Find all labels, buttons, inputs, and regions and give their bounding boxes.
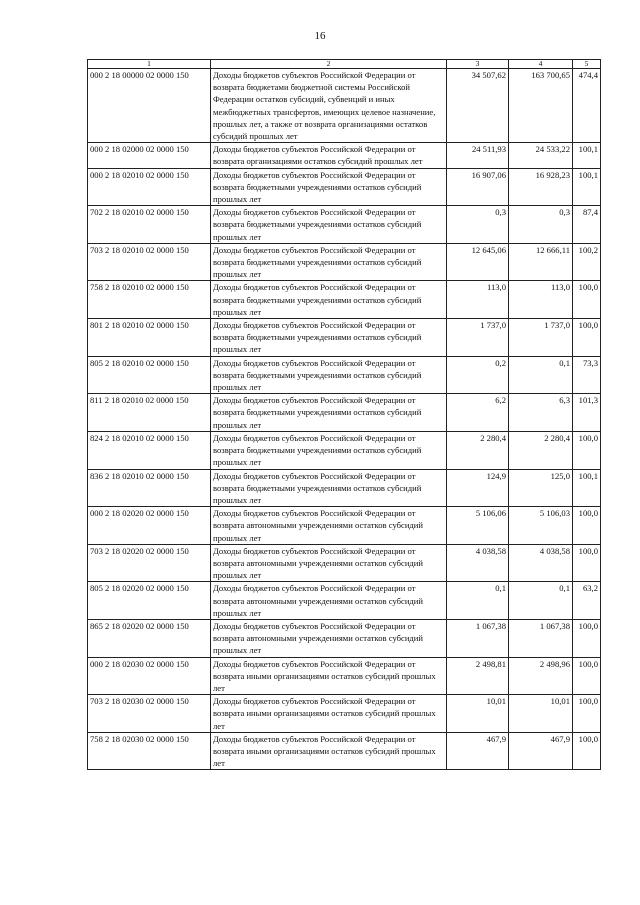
percent-column-5: 100,0 (573, 281, 601, 319)
percent-column-5: 100,0 (573, 544, 601, 582)
percent-column-5: 63,2 (573, 582, 601, 620)
table-row (88, 168, 601, 206)
column-number-5: 5 (573, 60, 601, 69)
value-column-4: 0,3 (509, 206, 573, 244)
revenue-description: Доходы бюджетов субъектов Российской Федерации от возврата бюджетными учреждениями остатков субсидий прошлых лет (211, 168, 447, 206)
budget-classification-code: 801 2 18 02010 02 0000 150 (88, 319, 211, 357)
percent-column-5: 100,2 (573, 243, 601, 281)
revenue-description: Доходы бюджетов субъектов Российской Федерации от возврата автономными учреждениями остатков субсидий прошлых лет (211, 582, 447, 620)
value-column-3: 10,01 (447, 695, 509, 733)
value-column-3: 0,1 (447, 582, 509, 620)
revenue-description: Доходы бюджетов субъектов Российской Федерации от возврата бюджетными учреждениями остатков субсидий прошлых лет (211, 356, 447, 394)
value-column-3: 24 511,93 (447, 143, 509, 168)
value-column-4: 113,0 (509, 281, 573, 319)
value-column-4: 12 666,11 (509, 243, 573, 281)
value-column-3: 1 067,38 (447, 619, 509, 657)
table-row (88, 243, 601, 281)
value-column-3: 467,9 (447, 732, 509, 770)
percent-column-5: 101,3 (573, 394, 601, 432)
budget-classification-code: 000 2 18 02030 02 0000 150 (88, 657, 211, 695)
column-number-1: 1 (88, 60, 211, 69)
revenue-description: Доходы бюджетов субъектов Российской Федерации от возврата иными организациями остатков субсидий прошлых лет (211, 657, 447, 695)
page-number: 16 (314, 30, 326, 42)
budget-classification-code: 000 2 18 02010 02 0000 150 (88, 168, 211, 206)
budget-classification-code: 703 2 18 02020 02 0000 150 (88, 544, 211, 582)
budget-classification-code: 703 2 18 02010 02 0000 150 (88, 243, 211, 281)
percent-column-5: 100,1 (573, 168, 601, 206)
revenue-description: Доходы бюджетов субъектов Российской Федерации от возврата иными организациями остатков субсидий прошлых лет (211, 695, 447, 733)
percent-column-5: 100,0 (573, 619, 601, 657)
value-column-4: 125,0 (509, 469, 573, 507)
value-column-3: 124,9 (447, 469, 509, 507)
revenue-description: Доходы бюджетов субъектов Российской Федерации от возврата бюджетными учреждениями остатков субсидий прошлых лет (211, 206, 447, 244)
percent-column-5: 100,1 (573, 469, 601, 507)
budget-revenue-table (87, 59, 601, 770)
column-number-3: 3 (447, 60, 509, 69)
column-number-4: 4 (509, 60, 573, 69)
revenue-description: Доходы бюджетов субъектов Российской Федерации от возврата автономными учреждениями остатков субсидий прошлых лет (211, 507, 447, 545)
revenue-description: Доходы бюджетов субъектов Российской Федерации от возврата бюджетными учреждениями остатков субсидий прошлых лет (211, 281, 447, 319)
value-column-4: 2 280,4 (509, 431, 573, 469)
table-row (88, 143, 601, 168)
table-row (88, 394, 601, 432)
value-column-3: 34 507,62 (447, 69, 509, 143)
table-row (88, 507, 601, 545)
percent-column-5: 100,0 (573, 507, 601, 545)
revenue-description: Доходы бюджетов субъектов Российской Федерации от возврата организациями остатков субсидий прошлых лет (211, 143, 447, 168)
table-row (88, 469, 601, 507)
value-column-3: 2 498,81 (447, 657, 509, 695)
revenue-description: Доходы бюджетов субъектов Российской Федерации от возврата автономными учреждениями остатков субсидий прошлых лет (211, 544, 447, 582)
revenue-description: Доходы бюджетов субъектов Российской Федерации от возврата автономными учреждениями остатков субсидий прошлых лет (211, 619, 447, 657)
table-row (88, 582, 601, 620)
budget-classification-code: 000 2 18 02000 02 0000 150 (88, 143, 211, 168)
percent-column-5: 87,4 (573, 206, 601, 244)
table-row (88, 69, 601, 143)
percent-column-5: 100,0 (573, 657, 601, 695)
value-column-4: 10,01 (509, 695, 573, 733)
table-row (88, 319, 601, 357)
budget-classification-code: 805 2 18 02010 02 0000 150 (88, 356, 211, 394)
budget-classification-code: 702 2 18 02010 02 0000 150 (88, 206, 211, 244)
value-column-3: 1 737,0 (447, 319, 509, 357)
percent-column-5: 100,0 (573, 732, 601, 770)
revenue-description: Доходы бюджетов субъектов Российской Федерации от возврата бюджетными учреждениями остатков субсидий прошлых лет (211, 243, 447, 281)
budget-classification-code: 703 2 18 02030 02 0000 150 (88, 695, 211, 733)
revenue-description: Доходы бюджетов субъектов Российской Федерации от возврата бюджетными учреждениями остатков субсидий прошлых лет (211, 394, 447, 432)
value-column-3: 0,2 (447, 356, 509, 394)
table-row (88, 356, 601, 394)
table-row (88, 544, 601, 582)
value-column-4: 163 700,65 (509, 69, 573, 143)
budget-classification-code: 824 2 18 02010 02 0000 150 (88, 431, 211, 469)
revenue-description: Доходы бюджетов субъектов Российской Федерации от возврата иными организациями остатков субсидий прошлых лет (211, 732, 447, 770)
budget-classification-code: 805 2 18 02020 02 0000 150 (88, 582, 211, 620)
percent-column-5: 474,4 (573, 69, 601, 143)
value-column-4: 16 928,23 (509, 168, 573, 206)
value-column-3: 113,0 (447, 281, 509, 319)
value-column-3: 5 106,06 (447, 507, 509, 545)
table-row (88, 431, 601, 469)
budget-classification-code: 000 2 18 02020 02 0000 150 (88, 507, 211, 545)
budget-classification-code: 811 2 18 02010 02 0000 150 (88, 394, 211, 432)
value-column-4: 24 533,22 (509, 143, 573, 168)
table-row (88, 657, 601, 695)
value-column-4: 1 067,38 (509, 619, 573, 657)
column-number-2: 2 (211, 60, 447, 69)
value-column-4: 4 038,58 (509, 544, 573, 582)
value-column-4: 2 498,96 (509, 657, 573, 695)
budget-classification-code: 758 2 18 02030 02 0000 150 (88, 732, 211, 770)
percent-column-5: 73,3 (573, 356, 601, 394)
table-header-row (88, 60, 601, 69)
value-column-3: 12 645,06 (447, 243, 509, 281)
revenue-description: Доходы бюджетов субъектов Российской Федерации от возврата бюджетами бюджетной системы Российской Федерации остатков субсидий, субвенций и иных межбюджетных трансфертов, имеющих целевое назначение, прошлых лет, а также от возврата организациями остатков субсидий прошлых лет (211, 69, 447, 143)
percent-column-5: 100,0 (573, 695, 601, 733)
table-row (88, 281, 601, 319)
value-column-4: 1 737,0 (509, 319, 573, 357)
value-column-3: 6,2 (447, 394, 509, 432)
table-row (88, 206, 601, 244)
value-column-3: 16 907,06 (447, 168, 509, 206)
value-column-4: 467,9 (509, 732, 573, 770)
table-row (88, 695, 601, 733)
percent-column-5: 100,1 (573, 143, 601, 168)
budget-classification-code: 000 2 18 00000 02 0000 150 (88, 69, 211, 143)
value-column-3: 2 280,4 (447, 431, 509, 469)
budget-classification-code: 836 2 18 02010 02 0000 150 (88, 469, 211, 507)
value-column-3: 4 038,58 (447, 544, 509, 582)
revenue-description: Доходы бюджетов субъектов Российской Федерации от возврата бюджетными учреждениями остатков субсидий прошлых лет (211, 319, 447, 357)
percent-column-5: 100,0 (573, 319, 601, 357)
value-column-4: 5 106,03 (509, 507, 573, 545)
value-column-3: 0,3 (447, 206, 509, 244)
table-row (88, 619, 601, 657)
revenue-description: Доходы бюджетов субъектов Российской Федерации от возврата бюджетными учреждениями остатков субсидий прошлых лет (211, 431, 447, 469)
budget-classification-code: 865 2 18 02020 02 0000 150 (88, 619, 211, 657)
value-column-4: 0,1 (509, 582, 573, 620)
table-row (88, 732, 601, 770)
value-column-4: 0,1 (509, 356, 573, 394)
value-column-4: 6,3 (509, 394, 573, 432)
budget-classification-code: 758 2 18 02010 02 0000 150 (88, 281, 211, 319)
revenue-description: Доходы бюджетов субъектов Российской Федерации от возврата бюджетными учреждениями остатков субсидий прошлых лет (211, 469, 447, 507)
percent-column-5: 100,0 (573, 431, 601, 469)
